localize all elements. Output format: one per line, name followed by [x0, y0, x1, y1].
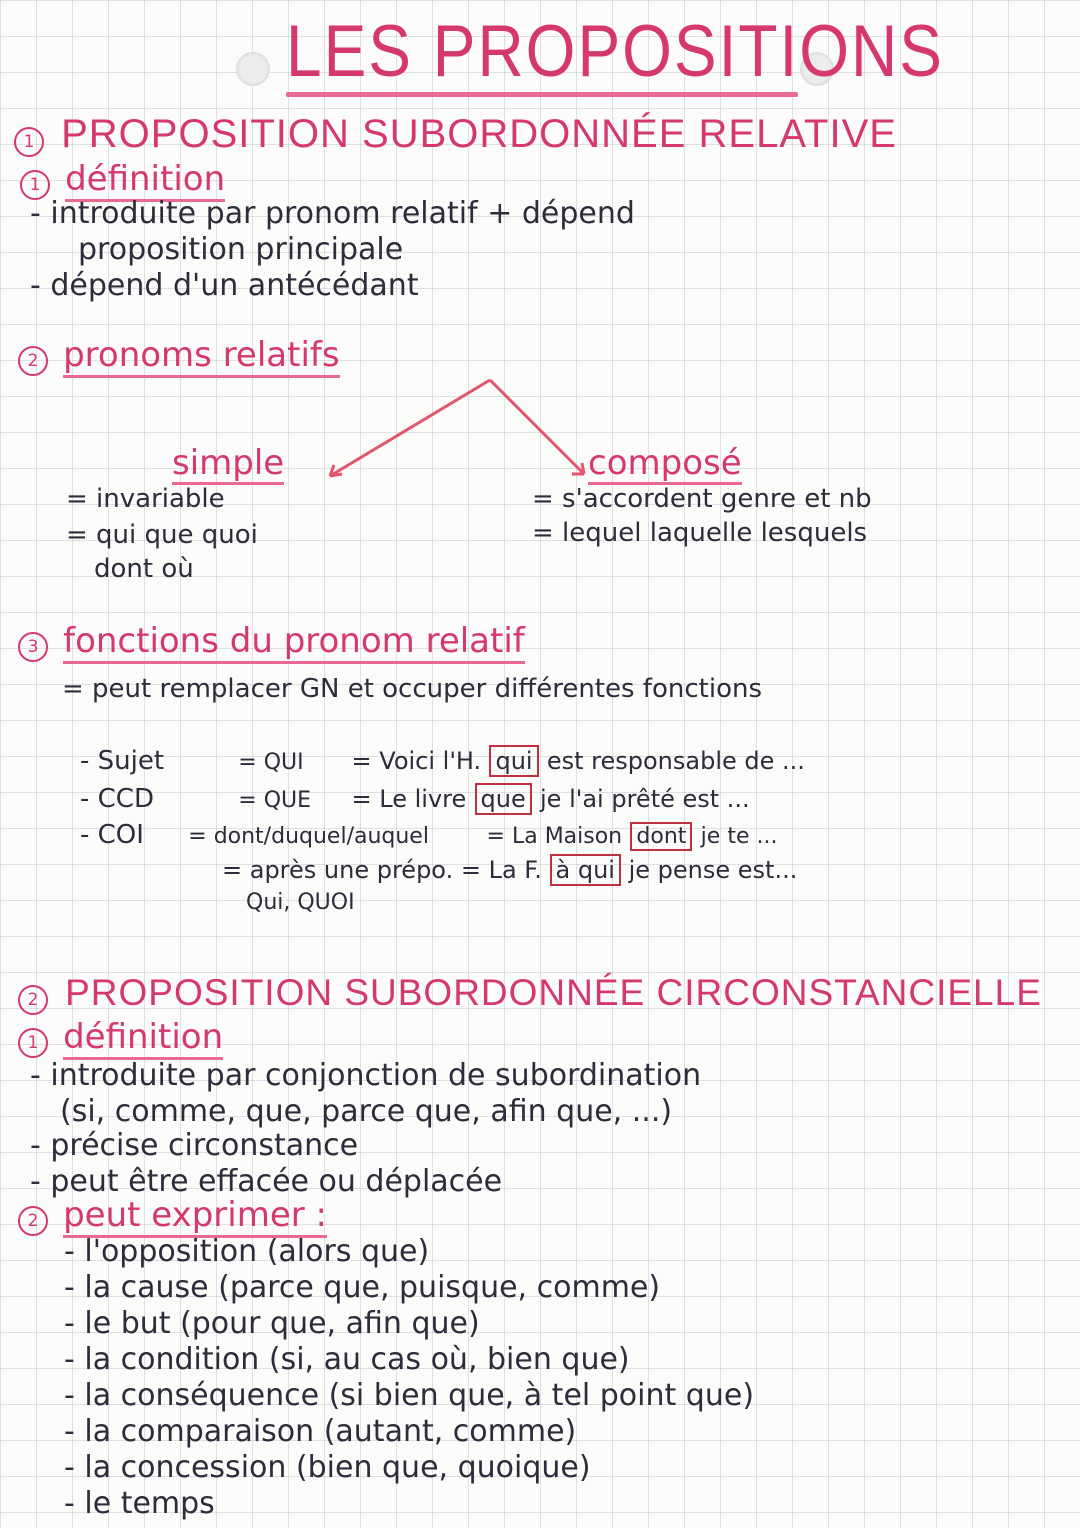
section2-expr-line-5: - la conséquence (si bien que, à tel point que) [64, 1378, 755, 1413]
section1-pronoms-number: 2 [18, 346, 48, 376]
section2-expr-line-2: - la cause (parce que, puisque, comme) [64, 1270, 661, 1305]
fonction-row-2 [80, 784, 750, 814]
fonction-row-1-pronoun: = QUI [238, 750, 304, 775]
fonction-row-3-label: - COI [80, 820, 144, 850]
fonction-row-1-ex-post: est responsable de ... [546, 747, 805, 775]
section2-expr-line-3: - le but (pour que, afin que) [64, 1306, 480, 1341]
fonction-extra-1-pre: = après une prépo. = La F. [222, 856, 542, 884]
section2-expr-line-6: - la comparaison (autant, comme) [64, 1414, 577, 1449]
section2-title: PROPOSITION SUBORDONNÉE CIRCONSTANCIELLE [65, 972, 1042, 1013]
section1-fonctions-heading [18, 621, 525, 662]
section2-def-number: 1 [18, 1028, 48, 1058]
section2-def-line-3: - précise circonstance [30, 1128, 359, 1163]
section2-def-line-1: - introduite par conjonction de subordination [30, 1058, 702, 1093]
fonction-extra-2: Qui, QUOI [246, 890, 355, 915]
section2-expr-title: peut exprimer : [63, 1195, 327, 1238]
section2-def-title: définition [63, 1017, 223, 1060]
section1-def-title: définition [65, 159, 225, 202]
pronoms-compose-line-1: = s'accordent genre et nb [532, 484, 872, 514]
section1-def-number: 1 [20, 170, 50, 200]
section1-def-line-2: proposition principale [78, 232, 404, 267]
fonction-row-1-ex-box: qui [489, 745, 538, 777]
section2-expr-line-1: - l'opposition (alors que) [64, 1234, 430, 1269]
pronoms-simple-line-3: dont où [94, 554, 194, 584]
section2-def-heading [18, 1017, 224, 1058]
section2-expr-heading [18, 1195, 328, 1236]
pronoms-tree-arrows [0, 0, 1080, 520]
section1-def-line-3: - dépend d'un antécédant [30, 268, 419, 303]
fonction-extra-1-box: à qui [550, 854, 621, 886]
fonction-row-2-label: - CCD [80, 784, 154, 814]
section1-number: 1 [14, 127, 44, 157]
section2-expr-line-4: - la condition (si, au cas où, bien que) [64, 1342, 630, 1377]
fonction-row-3-ex-box: dont [630, 822, 692, 851]
fonction-row-2-pronoun: = QUE [238, 788, 312, 813]
fonction-row-1 [80, 746, 805, 776]
section2-def-line-4: - peut être effacée ou déplacée [30, 1164, 503, 1199]
fonction-row-3-ex-pre: = La Maison [486, 824, 623, 849]
page-title: LES PROPOSITIONS [286, 9, 944, 92]
section1-fonctions-number: 3 [18, 632, 48, 662]
pronoms-simple-line-2: = qui que quoi [66, 520, 258, 550]
fonction-row-2-ex-box: que [475, 783, 532, 815]
fonction-extra-1 [222, 856, 797, 884]
section1-pronoms-title: pronoms relatifs [63, 335, 340, 378]
fonction-row-3-pronoun: = dont/duquel/auquel [188, 824, 429, 849]
pronoms-simple-line-1: = invariable [66, 484, 225, 514]
fonction-row-2-ex-pre: = Le livre [351, 785, 467, 813]
section2-expr-line-7: - la concession (bien que, quoique) [64, 1450, 591, 1485]
pronoms-simple-label: simple [172, 443, 285, 483]
fonction-row-1-label: - Sujet [80, 746, 165, 776]
section1-def-line-1: - introduite par pronom relatif + dépend [30, 196, 635, 231]
pronoms-compose-label: composé [588, 443, 742, 483]
fonctions-intro: = peut remplacer GN et occuper différentes fonctions [62, 674, 762, 704]
section2-def-line-2: (si, comme, que, parce que, afin que, ...) [60, 1094, 673, 1129]
fonction-row-3 [80, 820, 777, 850]
section1-fonctions-title: fonctions du pronom relatif [63, 621, 525, 664]
section2-expr-line-8: - le temps [64, 1486, 215, 1521]
fonction-row-3-ex-post: je te ... [700, 824, 778, 849]
fonction-row-2-ex-post: je l'ai prêté est ... [540, 785, 750, 813]
fonction-row-1-ex-pre: = Voici l'H. [351, 747, 482, 775]
section2-heading [18, 972, 1042, 1015]
pronoms-compose-line-2: = lequel laquelle lesquels [532, 518, 868, 548]
fonction-extra-1-post: je pense est... [628, 856, 798, 884]
section2-number: 2 [18, 985, 48, 1015]
section1-title: PROPOSITION SUBORDONNÉE RELATIVE [61, 112, 897, 156]
section2-expr-number: 2 [18, 1206, 48, 1236]
